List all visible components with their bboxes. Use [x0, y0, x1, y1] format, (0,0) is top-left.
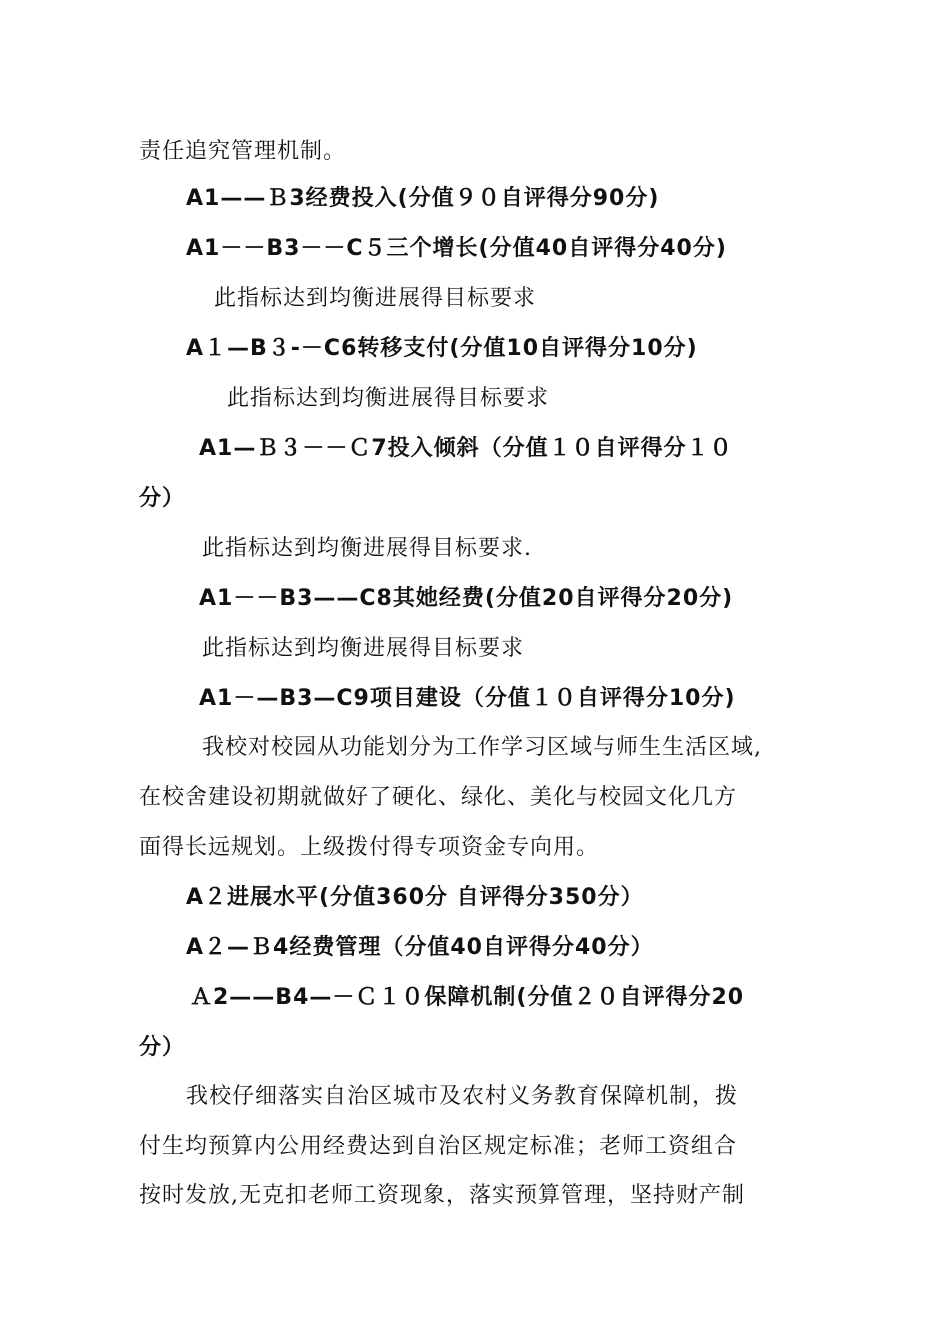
heading-a2-b4-c10: Ａ2——B4—－Ｃ１０保障机制(分值２０自评得分20	[190, 985, 745, 1010]
heading-a1-b3: A1——Ｂ3经费投入(分值９０自评得分90分)	[186, 186, 660, 211]
paragraph-line: 我校对校园从功能划分为工作学习区域与师生生活区域,	[202, 735, 762, 760]
paragraph-line: 责任追究管理机制。	[139, 139, 347, 164]
heading-continuation: 分）	[139, 486, 186, 511]
heading-continuation: 分）	[139, 1035, 186, 1060]
paragraph-line: 此指标达到均衡进展得目标要求	[202, 636, 525, 661]
heading-a1-b3-c8: A1－－B3——C8其她经费(分值20自评得分20分)	[199, 586, 734, 611]
paragraph-line: 此指标达到均衡进展得目标要求	[227, 386, 550, 411]
heading-a1-b3-c7: A1—Ｂ３－－Ｃ7投入倾斜（分值１０自评得分１０	[199, 436, 733, 461]
paragraph-line: 面得长远规划。上级拨付得专项资金专向用。	[139, 835, 600, 860]
heading-a1-b3-c5: A1－－B3－－C５三个增长(分值40自评得分40分)	[186, 236, 727, 261]
heading-a1-b3-c9: A1－—B3—C9项目建设（分值１０自评得分10分)	[199, 686, 736, 711]
paragraph-line: 按时发放,无克扣老师工资现象，落实预算管理，坚持财产制	[139, 1183, 745, 1208]
paragraph-line: 此指标达到均衡进展得目标要求.	[202, 536, 532, 561]
heading-a2: A２进展水平(分值360分 自评得分350分）	[186, 885, 644, 910]
paragraph-line: 付生均预算内公用经费达到自治区规定标准；老师工资组合	[139, 1134, 738, 1159]
paragraph-line: 在校舍建设初期就做好了硬化、绿化、美化与校园文化几方	[139, 785, 738, 810]
heading-a1-b3-c6: A１—B３-－C6转移支付(分值10自评得分10分)	[186, 336, 698, 361]
paragraph-line: 我校仔细落实自治区城市及农村义务教育保障机制，拨	[186, 1084, 739, 1109]
paragraph-line: 此指标达到均衡进展得目标要求	[214, 286, 537, 311]
heading-a2-b4: A２—Ｂ4经费管理（分值40自评得分40分）	[186, 935, 654, 960]
